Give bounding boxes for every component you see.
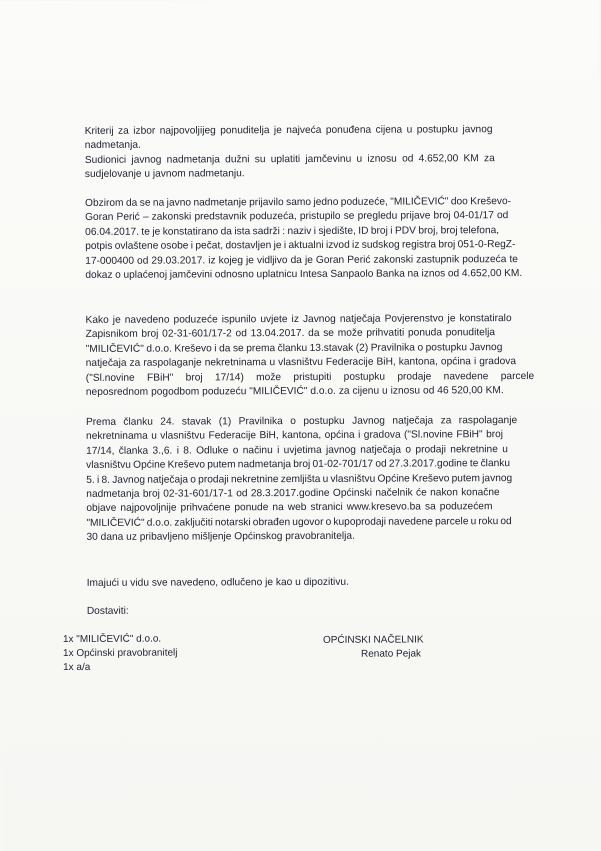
paragraph-imajuci <box>87 575 543 591</box>
text-line: nadmetanja broj 02-31-601/17-1 od 28.3.2017.godine Općinski načelnik će nakon konačne <box>86 487 500 500</box>
text-line: natječaja za raspolaganje nekretninama u vlasništvu Federacije BiH, kantona, općina i gradova <box>85 356 517 370</box>
text-line: Dostaviti: <box>86 605 129 617</box>
text-line: neposrednom pogodbom poduzeću "MILIČEVIĆ" d.o.o. za cijenu u iznosu od 46 520,00 KM. <box>85 385 504 398</box>
signature-name: Renato Pejak <box>360 648 422 660</box>
paragraph-kriterij <box>85 123 541 154</box>
text-line: Prema članku 24. stavak (1) Pravilnika o postupku Javnog natječaja za raspolaganje <box>85 415 518 428</box>
distribution-item: 1x a/a <box>63 662 91 674</box>
text-line: Imajući u vidu sve navedeno, odlučeno je kao u dipozitivu. <box>86 576 349 589</box>
text-line: Sudionici javnog nadmetanja dužni su uplatiti jamčevinu u iznosu od 4.652,00 KM za <box>84 153 495 166</box>
text-line: 5. i 8. Javnog natječaja o prodaji nekretnine zemljišta u vlasništvu Općine Kreševo putem javnog <box>86 472 513 486</box>
text-line: Obzirom da se na javno nadmetanje prijavilo samo jedno poduzeće, "MILIČEVIĆ" doo Kreševo- <box>85 196 512 209</box>
distribution-item: 1x Općinski pravobranitelj <box>62 647 178 660</box>
text-line: potpis ovlaštene osobe i pečat, dostavljen je i aktualni izvod iz sudskog registra broj 051-0-RegZ- <box>85 239 516 253</box>
text-line: Zapisnikom broj 02-31-601/17-2 od 13.04.2017. da se može prihvatiti ponuda ponuditelja <box>85 327 496 341</box>
text-line: ("Sl.novine FBiH" broj 17/14) može pristupiti postupku prodaje navedene parcele <box>85 370 535 384</box>
text-line: 17/14, članka 3.,6. i 8. Odluke o načinu i uvjetima javnog natječaja o prodaji nekretnine u <box>86 443 508 457</box>
text-line: "MILIČEVIĆ" d.o.o. Kreševo i da se prema članku 13.stavak (2) Pravilnika o postupku Javnog <box>85 341 503 355</box>
text-line: sudjelovanje u javnom nadmetanju. <box>84 168 245 181</box>
text-line: nadmetanja. <box>84 140 141 152</box>
paragraph-prema <box>86 414 543 546</box>
distribution-list <box>63 633 178 676</box>
distribution-item: 1x "MILIČEVIĆ" d.o.o. <box>62 633 162 646</box>
text-line: Kako je navedeno poduzeće ispunilo uvjete iz Javnog natječaja Povjerenstvo je konstatiralo <box>85 313 512 326</box>
signature-block <box>323 633 424 662</box>
text-line: 30 dana uz pribavljeno mišljenje Općinskog pravobranitelja. <box>86 531 355 544</box>
text-line: Kriterij za izbor najpovoljijeg ponuditelja je najveća ponuđena cijena u postupku javnog <box>84 124 493 137</box>
text-line: Goran Perić – zakonski predstavnik poduzeća, pristupilo se pregledu prijave broj 04-01/17 od <box>85 210 509 224</box>
text-line: vlasništvu Općine Kreševo putem nadmetanja broj 01-02-701/17 od 27.3.2017.godine te članku <box>86 458 511 472</box>
text-line: dokaz o uplaćenoj jamčevini odnosno uplatnicu Intesa Sanpaolo Banka na iznos od 4.652,00 KM. <box>85 268 523 281</box>
paragraph-sudionici <box>85 152 541 183</box>
text-line: 17-000400 od 29.03.2017. iz kojeg je vidljivo da je Goran Perić zakonski zastupnik poduzeća te <box>85 253 518 267</box>
text-line: "MILIČEVIĆ" d.o.o. zaključiti notarski obrađen ugovor o kupoprodaji navedene parcele u roku od <box>86 515 512 529</box>
signature-title: OPĆINSKI NAČELNIK <box>322 634 424 646</box>
text-line: nekretninama u vlasništvu Federacije BiH, kantona, općina i gradova ("Sl.novine FBiH" broj <box>86 429 504 443</box>
paragraph-kako <box>86 312 542 400</box>
text-line: 06.04.2017. te je konstatirano da ista sadrži : naziv i sjedište, ID broj i PDV broj, broj telefona, <box>85 224 500 238</box>
paragraph-obzirom <box>85 195 541 283</box>
text-line: objave najpovoljnije prihvaćene ponude na web stranici www.kresevo.ba sa poduzećem <box>86 501 493 515</box>
dostaviti-label <box>87 603 543 619</box>
